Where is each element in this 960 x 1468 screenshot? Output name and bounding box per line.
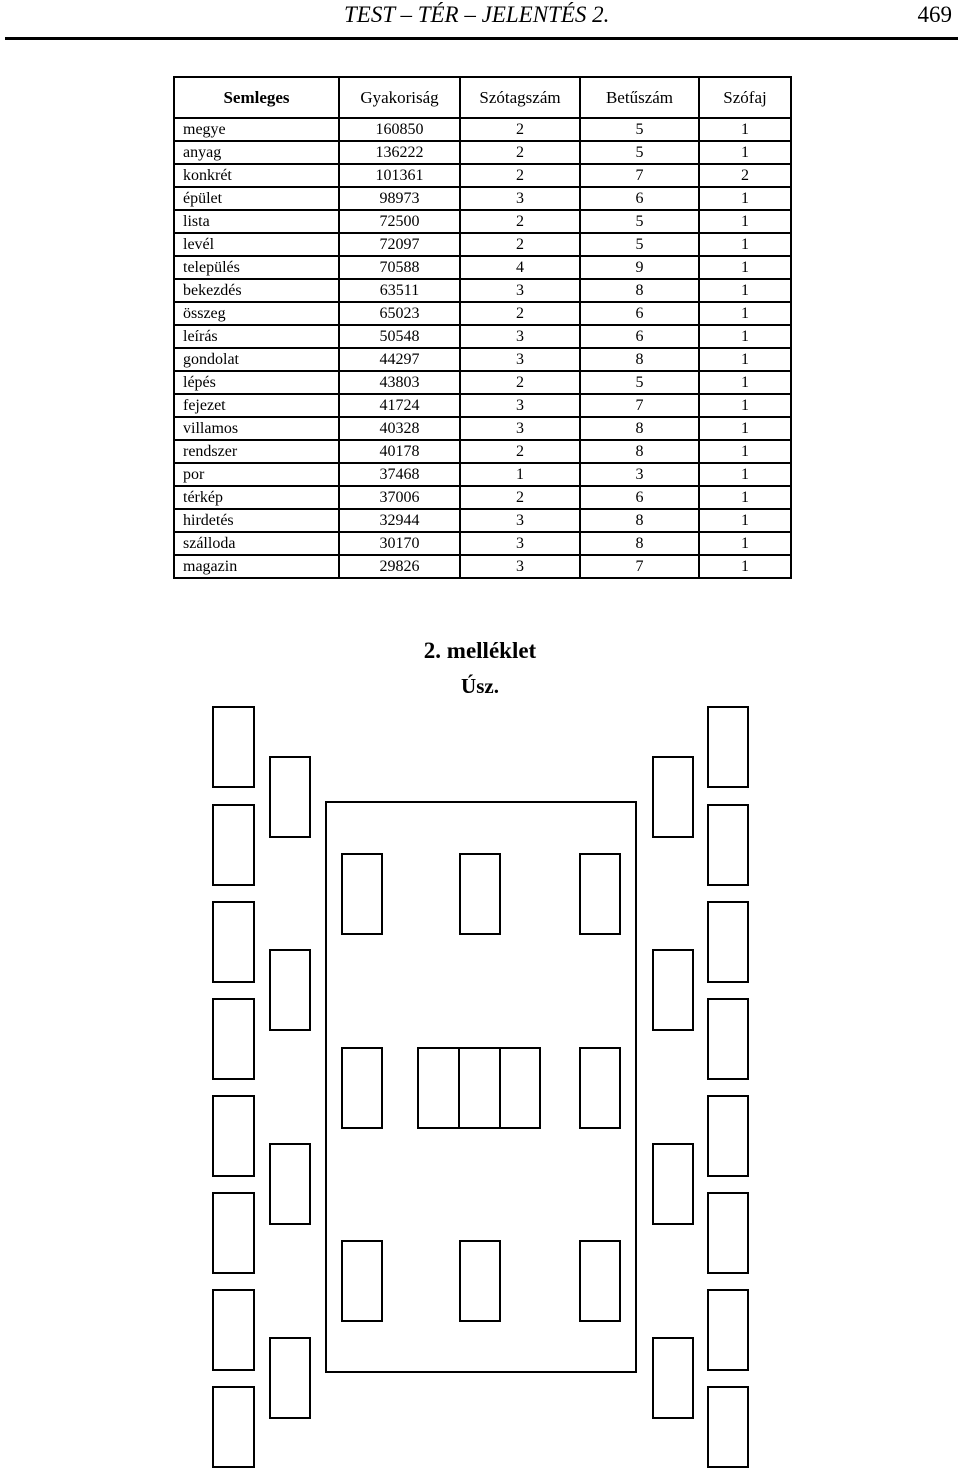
table-row xyxy=(174,394,791,417)
pool-box xyxy=(418,1048,459,1128)
value-cell: 5 xyxy=(580,371,699,394)
value-cell: 2 xyxy=(460,233,580,256)
lane-box xyxy=(708,1387,748,1467)
value-cell: 6 xyxy=(580,302,699,325)
value-cell: 160850 xyxy=(339,118,460,141)
value-cell: 2 xyxy=(460,440,580,463)
value-cell: 1 xyxy=(699,302,791,325)
page-number: 469 xyxy=(917,2,952,27)
word-cell: por xyxy=(174,463,339,486)
value-cell: 3 xyxy=(460,348,580,371)
word-cell: bekezdés xyxy=(174,279,339,302)
lane-box xyxy=(708,707,748,787)
value-cell: 1 xyxy=(460,463,580,486)
lane-box xyxy=(653,1338,693,1418)
value-cell: 5 xyxy=(580,233,699,256)
value-cell: 2 xyxy=(460,210,580,233)
header-rule xyxy=(5,37,958,40)
value-cell: 43803 xyxy=(339,371,460,394)
value-cell: 3 xyxy=(460,555,580,578)
table-row xyxy=(174,417,791,440)
value-cell: 3 xyxy=(460,532,580,555)
value-cell: 101361 xyxy=(339,164,460,187)
value-cell: 63511 xyxy=(339,279,460,302)
value-cell: 1 xyxy=(699,325,791,348)
value-cell: 1 xyxy=(699,417,791,440)
value-cell: 1 xyxy=(699,141,791,164)
value-cell: 37006 xyxy=(339,486,460,509)
value-cell: 2 xyxy=(460,118,580,141)
pool-box xyxy=(459,1048,500,1128)
pool-box xyxy=(342,1241,382,1321)
value-cell: 1 xyxy=(699,210,791,233)
value-cell: 1 xyxy=(699,486,791,509)
word-cell: konkrét xyxy=(174,164,339,187)
table-body xyxy=(174,118,791,578)
column-header-szofaj: Szófaj xyxy=(699,77,791,118)
value-cell: 7 xyxy=(580,394,699,417)
value-cell: 7 xyxy=(580,164,699,187)
value-cell: 41724 xyxy=(339,394,460,417)
value-cell: 70588 xyxy=(339,256,460,279)
value-cell: 50548 xyxy=(339,325,460,348)
value-cell: 8 xyxy=(580,279,699,302)
word-cell: fejezet xyxy=(174,394,339,417)
value-cell: 32944 xyxy=(339,509,460,532)
lane-box xyxy=(213,805,254,885)
value-cell: 5 xyxy=(580,141,699,164)
table-row xyxy=(174,118,791,141)
column-header-betuszam: Betűszám xyxy=(580,77,699,118)
value-cell: 2 xyxy=(460,486,580,509)
lane-box xyxy=(213,902,254,982)
lane-box xyxy=(653,1144,693,1224)
pool-box xyxy=(580,1241,620,1321)
table-row xyxy=(174,509,791,532)
word-cell: lista xyxy=(174,210,339,233)
pool-box xyxy=(580,854,620,934)
value-cell: 1 xyxy=(699,348,791,371)
pool-box xyxy=(460,854,500,934)
word-cell: szálloda xyxy=(174,532,339,555)
value-cell: 1 xyxy=(699,256,791,279)
running-title: TEST – TÉR – JELENTÉS 2. xyxy=(344,2,610,27)
word-cell: leírás xyxy=(174,325,339,348)
lane-box xyxy=(213,1290,254,1370)
value-cell: 3 xyxy=(580,463,699,486)
table-row xyxy=(174,256,791,279)
value-cell: 3 xyxy=(460,394,580,417)
lane-box xyxy=(270,1338,310,1418)
value-cell: 2 xyxy=(460,371,580,394)
table-row xyxy=(174,440,791,463)
appendix-title: 2. melléklet xyxy=(423,638,537,663)
lane-box xyxy=(270,1144,310,1224)
value-cell: 1 xyxy=(699,509,791,532)
word-cell: gondolat xyxy=(174,348,339,371)
lane-box xyxy=(213,1387,254,1467)
value-cell: 8 xyxy=(580,348,699,371)
word-cell: megye xyxy=(174,118,339,141)
column-header-semleges: Semleges xyxy=(174,77,339,118)
word-cell: anyag xyxy=(174,141,339,164)
table-row xyxy=(174,532,791,555)
word-frequency-table xyxy=(173,76,792,579)
table-row xyxy=(174,187,791,210)
lane-box xyxy=(653,950,693,1030)
value-cell: 1 xyxy=(699,555,791,578)
value-cell: 3 xyxy=(460,417,580,440)
lane-box xyxy=(708,999,748,1079)
table-header-row xyxy=(174,77,791,118)
appendix-subtitle: Úsz. xyxy=(461,674,499,698)
value-cell: 3 xyxy=(460,187,580,210)
table-row xyxy=(174,371,791,394)
value-cell: 8 xyxy=(580,532,699,555)
value-cell: 2 xyxy=(699,164,791,187)
column-header-gyakorisag: Gyakoriság xyxy=(339,77,460,118)
lane-box xyxy=(708,1096,748,1176)
value-cell: 9 xyxy=(580,256,699,279)
value-cell: 29826 xyxy=(339,555,460,578)
word-cell: település xyxy=(174,256,339,279)
pool-box xyxy=(500,1048,540,1128)
value-cell: 98973 xyxy=(339,187,460,210)
word-cell: térkép xyxy=(174,486,339,509)
lane-box xyxy=(213,1096,254,1176)
table-row xyxy=(174,302,791,325)
value-cell: 1 xyxy=(699,463,791,486)
table-row xyxy=(174,164,791,187)
column-header-szotagszam: Szótagszám xyxy=(460,77,580,118)
page-header xyxy=(0,0,960,40)
pool-layout-diagram xyxy=(0,700,960,1468)
value-cell: 136222 xyxy=(339,141,460,164)
value-cell: 1 xyxy=(699,440,791,463)
value-cell: 1 xyxy=(699,187,791,210)
table-row xyxy=(174,141,791,164)
word-cell: épület xyxy=(174,187,339,210)
lane-box xyxy=(708,902,748,982)
value-cell: 5 xyxy=(580,210,699,233)
value-cell: 72097 xyxy=(339,233,460,256)
value-cell: 30170 xyxy=(339,532,460,555)
value-cell: 1 xyxy=(699,371,791,394)
table-row xyxy=(174,279,791,302)
value-cell: 4 xyxy=(460,256,580,279)
value-cell: 2 xyxy=(460,302,580,325)
value-cell: 7 xyxy=(580,555,699,578)
value-cell: 1 xyxy=(699,233,791,256)
value-cell: 72500 xyxy=(339,210,460,233)
table-row xyxy=(174,463,791,486)
value-cell: 1 xyxy=(699,279,791,302)
value-cell: 3 xyxy=(460,509,580,532)
table-row xyxy=(174,325,791,348)
lane-box xyxy=(213,707,254,787)
lane-box xyxy=(213,1193,254,1273)
pool-box xyxy=(460,1241,500,1321)
value-cell: 2 xyxy=(460,141,580,164)
pool-box xyxy=(342,854,382,934)
pool-box xyxy=(342,1048,382,1128)
word-cell: rendszer xyxy=(174,440,339,463)
value-cell: 6 xyxy=(580,325,699,348)
value-cell: 2 xyxy=(460,164,580,187)
lane-box xyxy=(213,999,254,1079)
word-cell: összeg xyxy=(174,302,339,325)
word-cell: hirdetés xyxy=(174,509,339,532)
lane-box xyxy=(270,757,310,837)
value-cell: 8 xyxy=(580,509,699,532)
table-row xyxy=(174,555,791,578)
word-cell: villamos xyxy=(174,417,339,440)
value-cell: 37468 xyxy=(339,463,460,486)
word-cell: levél xyxy=(174,233,339,256)
pool-box xyxy=(580,1048,620,1128)
value-cell: 1 xyxy=(699,532,791,555)
value-cell: 3 xyxy=(460,279,580,302)
value-cell: 1 xyxy=(699,118,791,141)
table-row xyxy=(174,486,791,509)
table-row xyxy=(174,348,791,371)
word-cell: magazin xyxy=(174,555,339,578)
value-cell: 5 xyxy=(580,118,699,141)
value-cell: 44297 xyxy=(339,348,460,371)
value-cell: 6 xyxy=(580,486,699,509)
value-cell: 65023 xyxy=(339,302,460,325)
value-cell: 3 xyxy=(460,325,580,348)
lane-box xyxy=(653,757,693,837)
value-cell: 1 xyxy=(699,394,791,417)
table-row xyxy=(174,210,791,233)
value-cell: 40178 xyxy=(339,440,460,463)
lane-box xyxy=(708,805,748,885)
value-cell: 8 xyxy=(580,417,699,440)
value-cell: 40328 xyxy=(339,417,460,440)
lane-box xyxy=(270,950,310,1030)
value-cell: 8 xyxy=(580,440,699,463)
value-cell: 6 xyxy=(580,187,699,210)
table-row xyxy=(174,233,791,256)
word-cell: lépés xyxy=(174,371,339,394)
lane-box xyxy=(708,1290,748,1370)
lane-box xyxy=(708,1193,748,1273)
